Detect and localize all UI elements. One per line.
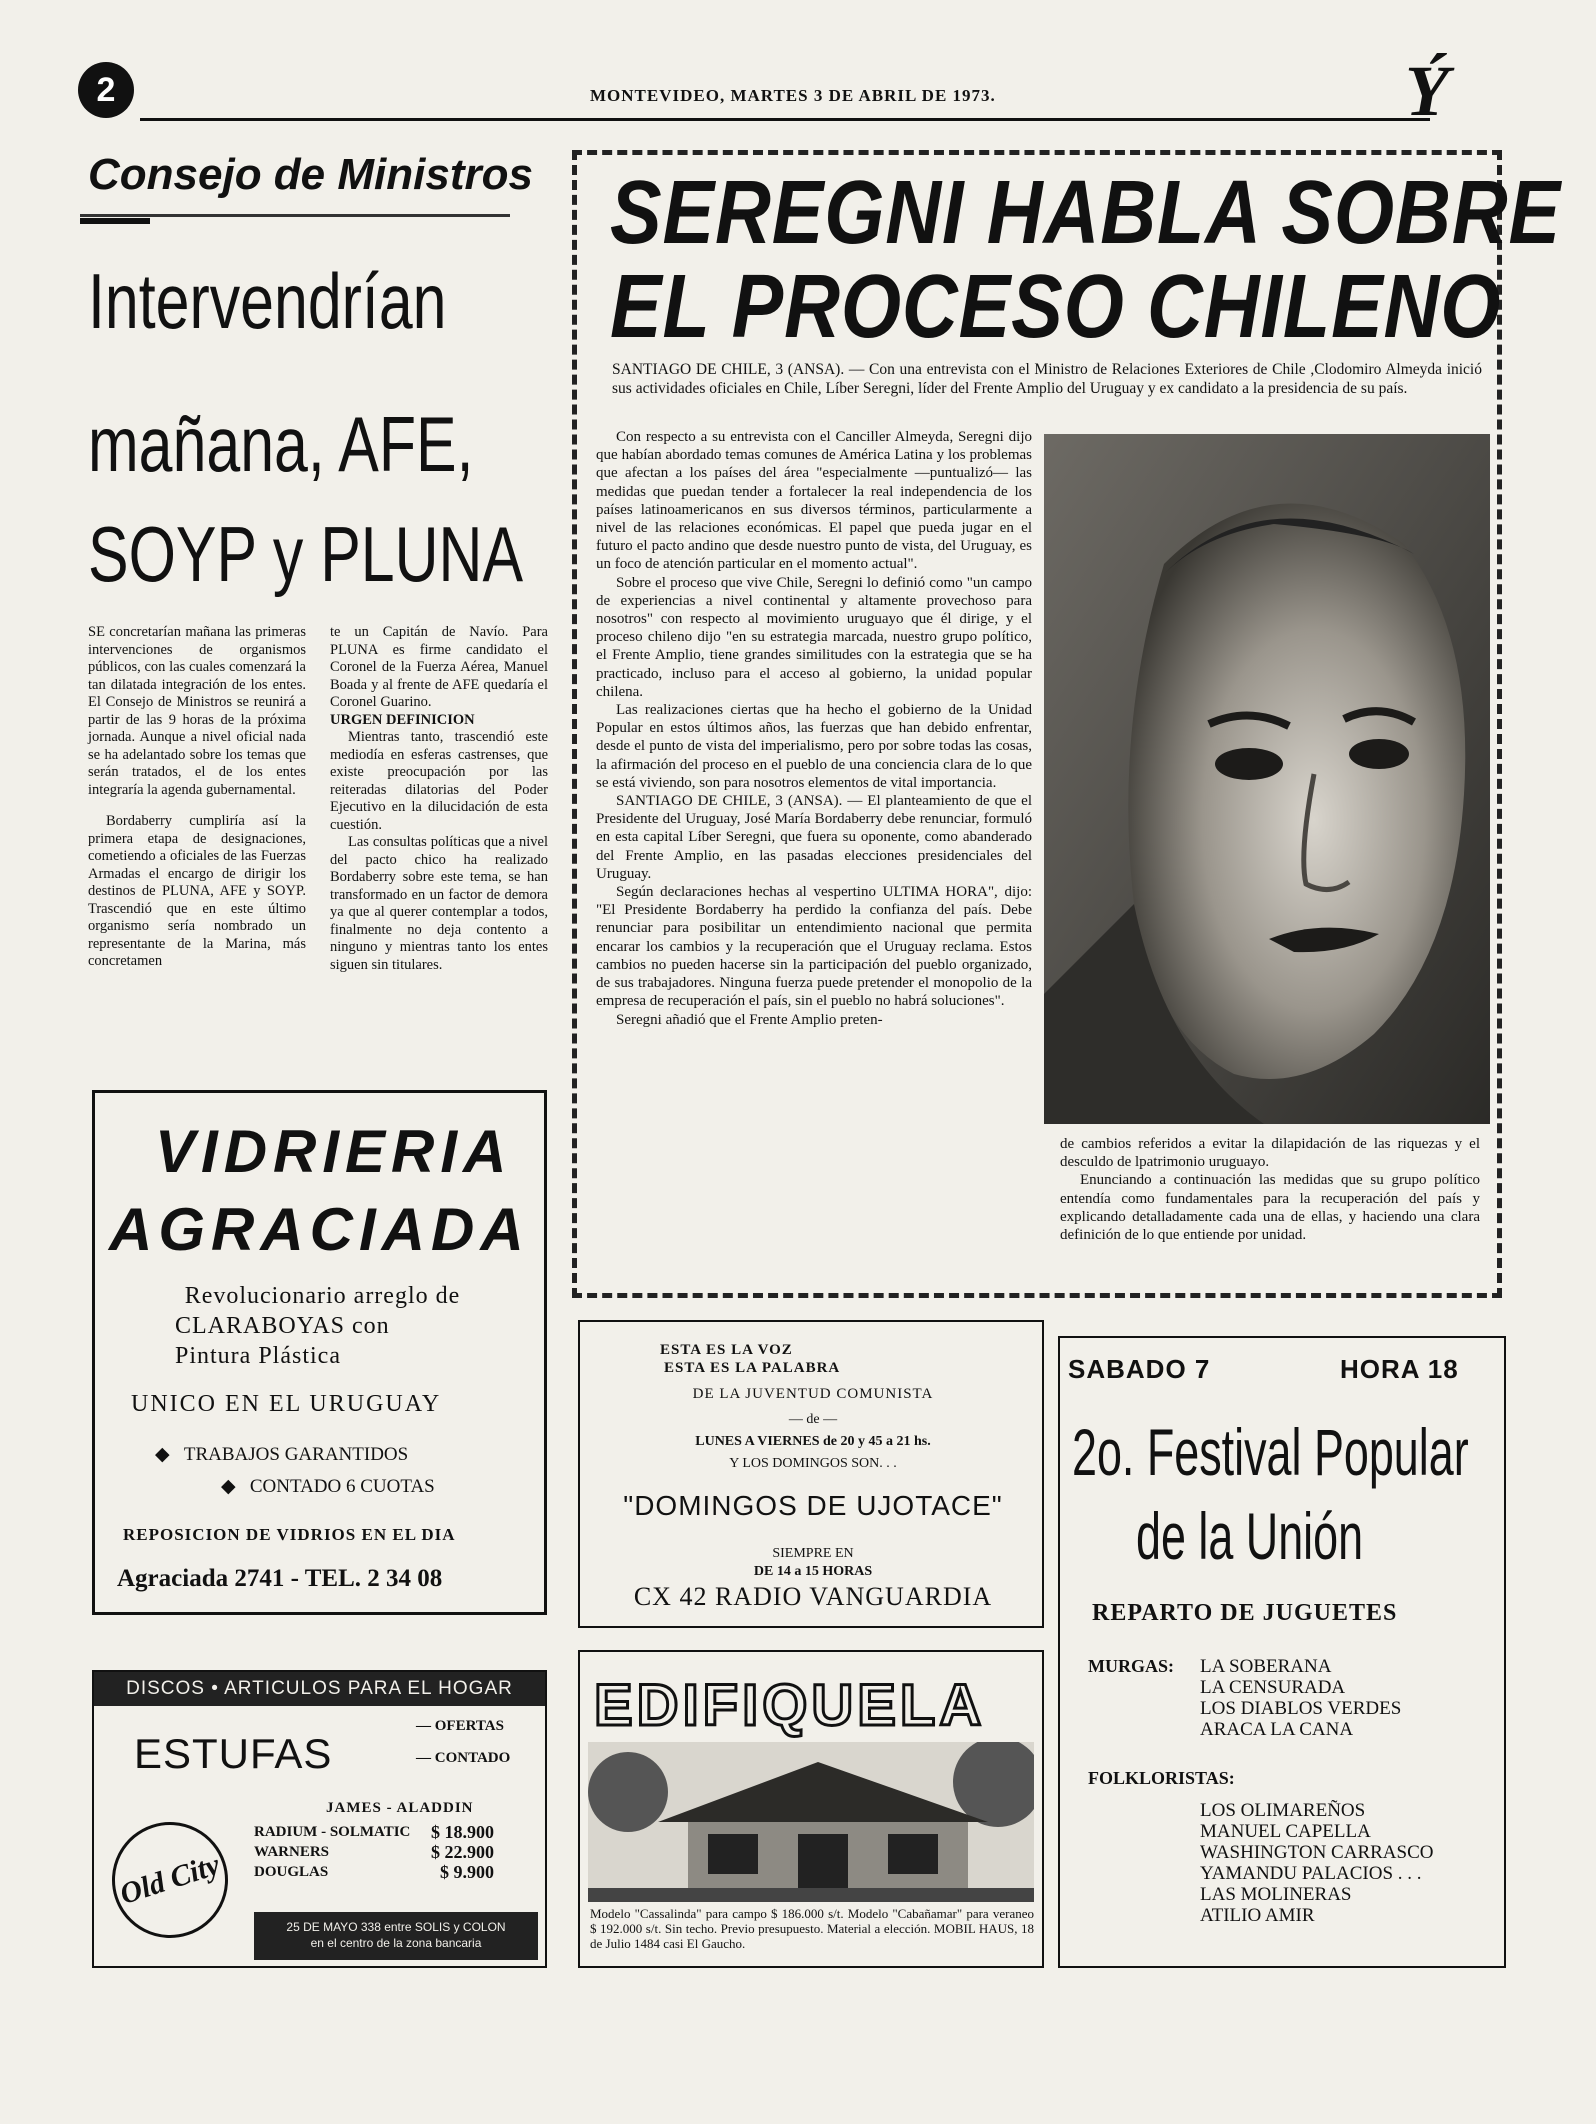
ad-estufas-old-city — [92, 1670, 547, 1968]
table-row: WARNERS $ 22.900 — [254, 1842, 494, 1862]
main-article-paragraph: Con respecto a su entrevista con el Canciller Almeyda, Seregni dijo que habían abordado temas comunes de América Latina y los problemas que afectan a los países del área "especialmente —puntualizó— las medidas que puedan tender a fortalecer la real independencia de los países latinoamericanos en sus diversos términos, particularmente a nivel de las relaciones económicas. El papel que pueda jugar en el futuro el pacto andino que desde nuestro punto de vista, del Uruguay, es un foco de atención particular en el momento actual". — [596, 429, 1032, 573]
seregni-portrait-photo — [1044, 434, 1490, 1124]
main-article-paragraph: Enunciando a continuación las medidas que su grupo político entendía como fundamentales para la recuperación del país y explicando detalladamente cada una de ellas, y haciendo una clara definición de lo que entiende por unidad. — [1060, 1172, 1480, 1244]
ad-vidrieria-title-2: AGRACIADA — [109, 1196, 530, 1263]
left-article-column-1 — [88, 624, 306, 971]
main-article-paragraph: Las realizaciones ciertas que ha hecho el gobierno de la Unidad Popular en estos últimos años, las fuerzas que han debido enfrentar, desde el punto de vista del imperialismo, pero por sobre todas las cosas, la afirmación del proceso en el pueblo de una conciencia clara de lo que se está viviendo, son para nosotros elementos de vital importancia. — [596, 702, 1032, 791]
ad-juventud-line-5: LUNES A VIERNES de 20 y 45 a 21 hs. — [695, 1434, 931, 1449]
ad-festival-title-2: de la Unión — [1136, 1499, 1364, 1573]
left-headline-line-1: Intervendrían — [88, 257, 447, 345]
ad-festival-title-1: 2o. Festival Popular — [1072, 1415, 1469, 1489]
ad-vidrieria-bullet-2: ◆ CONTADO 6 CUOTAS — [221, 1476, 435, 1497]
ad-estufas-banner: DISCOS • ARTICULOS PARA EL HOGAR — [94, 1672, 545, 1706]
left-article-paragraph: Bordaberry cumpliría así la primera etapa de designaciones, cometiendo a oficiales de las Fuerzas Armadas el encargo de dirigir los destinos de PLUNA, AFE y SOYP. Trascendió que en este último organismo sería nombrado un representante de la Marina, más concretamen — [88, 813, 306, 969]
page-number: 2 — [78, 62, 134, 118]
masthead-logo: Ý — [1405, 51, 1449, 131]
header-rule — [140, 118, 1430, 121]
ad-estufas-title: ESTUFAS — [134, 1730, 333, 1777]
main-article-paragraph: Sobre el proceso que vive Chile, Seregni lo definió como "un campo de experiencias a nivel continental y altamente provechoso para nosotros" con respecto al movimiento uruguayo que él dirige, y el proceso chileno dijo "en su estrategia marcada, nuestro grupo político, el Frente Amplio, tiene grandes similitudes con la estrategia que se ha practicado, incluso para el acceso al gobierno, la unidad popular chilena. — [596, 574, 1032, 700]
ad-vidrieria-title-1: VIDRIERIA — [155, 1118, 513, 1185]
house-illustration-icon — [588, 1742, 1034, 1902]
ad-festival-folk-list — [1200, 1800, 1433, 1926]
section-kicker: Consejo de Ministros — [88, 150, 533, 199]
ad-festival-popular — [1058, 1336, 1506, 1968]
main-article-body — [596, 428, 1032, 1029]
ad-estufas-offer-1: — OFERTAS — [416, 1718, 504, 1734]
ad-juventud-comunista — [578, 1320, 1044, 1628]
left-article-paragraph: te un Capitán de Navío. Para PLUNA es firme candidato el Coronel de la Fuerza Aérea, Manuel Boada y al frente de AFE quedaría el Coronel Guarino. — [330, 624, 548, 710]
ad-juventud-line-8: SIEMPRE EN — [772, 1546, 854, 1561]
ad-estufas-address-1: 25 DE MAYO 338 entre SOLIS y COLON — [286, 1920, 506, 1934]
ad-festival-folk-label: FOLKLORISTAS: — [1088, 1768, 1235, 1788]
ad-juventud-line-7: "DOMINGOS DE UJOTACE" — [623, 1490, 1003, 1521]
ad-estufas-brands: JAMES - ALADDIN — [326, 1800, 474, 1816]
table-row: DOUGLAS $ 9.900 — [254, 1862, 494, 1882]
table-row: RADIUM - SOLMATIC $ 18.900 — [254, 1822, 494, 1842]
ad-juventud-line-4: — de — — [788, 1412, 838, 1427]
ad-vidrieria-agraciada — [92, 1090, 547, 1615]
list-item: LAS MOLINERAS — [1200, 1884, 1352, 1905]
ad-edifiquela-title: EDIFIQUELA — [594, 1673, 986, 1738]
left-article-column-2 — [330, 624, 548, 974]
ad-festival-murgas-list — [1200, 1656, 1401, 1740]
main-article-lede: SANTIAGO DE CHILE, 3 (ANSA). — Con una entrevista con el Ministro de Relaciones Exteriores de Chile ,Clodomiro Almeyda inició sus actividades oficiales en Chile, Líber Seregni, líder del Frente Amplio del Uruguay y ex candidato a la presidencia de su país. — [612, 361, 1482, 397]
ad-estufas-offer-2: — CONTADO — [416, 1750, 511, 1766]
left-article-paragraph: Mientras tanto, trascendió este mediodía en esferas castrenses, que existe preocupación por las reiteradas dilatorias del Poder Ejecutivo en la dilucidación de esta cuestión. — [330, 729, 548, 833]
ad-vidrieria-line-3: Pintura Plástica — [175, 1343, 341, 1369]
ad-vidrieria-line-2: CLARABOYAS con — [175, 1313, 390, 1339]
ad-estufas-address-2: en el centro de la zona bancaria — [310, 1936, 482, 1950]
old-city-logo-icon: Old City — [97, 1807, 243, 1953]
diamond-bullet-icon: ◆ — [221, 1476, 250, 1497]
list-item: YAMANDU PALACIOS . . . — [1200, 1863, 1422, 1884]
list-item: LA SOBERANA — [1200, 1656, 1332, 1677]
ad-festival-toys: REPARTO DE JUGUETES — [1092, 1600, 1398, 1626]
left-headline-line-3: SOYP y PLUNA — [88, 510, 524, 598]
list-item: LA CENSURADA — [1200, 1677, 1346, 1698]
main-article-paragraph: de cambios referidos a evitar la dilapidación de las riquezas y el desculdo de lpatrimonio uruguayo. — [1060, 1136, 1480, 1171]
main-headline-line-2: EL PROCESO CHILENO — [610, 257, 1502, 357]
ad-vidrieria-unique: UNICO EN EL URUGUAY — [131, 1391, 442, 1417]
ad-edifiquela — [578, 1650, 1044, 1968]
list-item: MANUEL CAPELLA — [1200, 1821, 1371, 1842]
main-article-paragraph: Seregni añadió que el Frente Amplio preten- — [616, 1011, 883, 1028]
ad-festival-hour: HORA 18 — [1340, 1354, 1459, 1384]
ad-festival-day: SABADO 7 — [1068, 1354, 1211, 1384]
ad-estufas-price-list — [254, 1822, 494, 1882]
ad-juventud-line-1: ESTA ES LA VOZ — [660, 1342, 793, 1358]
kicker-rule — [80, 214, 510, 217]
ad-vidrieria-address: Agraciada 2741 - TEL. 2 34 08 — [117, 1565, 443, 1592]
list-item: ATILIO AMIR — [1200, 1905, 1315, 1926]
ad-juventud-line-6: Y LOS DOMINGOS SON. . . — [729, 1456, 897, 1471]
diamond-bullet-icon: ◆ — [155, 1444, 184, 1465]
ad-juventud-line-9: DE 14 a 15 HORAS — [753, 1564, 873, 1579]
list-item: LOS DIABLOS VERDES — [1200, 1698, 1402, 1719]
main-article-paragraph: Según declaraciones hechas al vespertino ULTIMA HORA", dijo: "El Presidente Bordaberry ha perdido la confianza del país. Debe renunciar para posibilitar un entendimiento nacional que permita encarar los cambios y la recuperación que el Uruguay reclama. Estos cambios no pueden hacerse sin la participación del pueblo organizado, de sus trabajadores. Ninguna fuerza puede pretender el monopolio de la empresa de recuperación el país, sin el pueblo no habrá soluciones". — [596, 884, 1032, 1010]
list-item: LOS OLIMAREÑOS — [1200, 1800, 1366, 1821]
ad-vidrieria-service: REPOSICION DE VIDRIOS EN EL DIA — [123, 1525, 456, 1544]
ad-festival-murgas-label: MURGAS: — [1088, 1656, 1174, 1676]
ad-edifiquela-text: Modelo "Cassalinda" para campo $ 186.000 s/t. Modelo "Cabañamar" para veraneo $ 192.000 s/t. Sin techo. Previo presupuesto. Material a elección. MOBIL HAUS, 18 de Julio 1484 casi El Gaucho. — [590, 1906, 1034, 1951]
left-article-paragraph: Las consultas políticas que a nivel del pacto chico ha realizado Bordaberry sobre este tema, se han transformado en un factor de demora ya que al querer contemplar a todos, finalmente no deja contento a ninguno y mientras tanto los entes siguen sin titulares. — [330, 834, 548, 973]
main-headline-line-1: SEREGNI HABLA SOBRE — [610, 163, 1561, 263]
left-headline-line-2: mañana, AFE, — [88, 400, 474, 488]
ad-vidrieria-line-1: Revolucionario arreglo de — [184, 1283, 461, 1309]
left-article-subhead: URGEN DEFINICION — [330, 711, 475, 728]
dateline: MONTEVIDEO, MARTES 3 DE ABRIL DE 1973. — [590, 86, 996, 105]
kicker-rule-accent — [80, 218, 150, 224]
list-item: WASHINGTON CARRASCO — [1200, 1842, 1434, 1863]
ad-juventud-line-10: CX 42 RADIO VANGUARDIA — [633, 1582, 993, 1611]
list-item: ARACA LA CANA — [1200, 1719, 1354, 1740]
left-article-paragraph: SE concretarían mañana las primeras intervenciones de organismos públicos, con las cuales comenzará la tan dilatada integración de los entes. El Consejo de Ministros se reunirá a partir de las 9 horas de la próxima jornada. Aunque a nivel oficial nada se ha adelantado sobre los temas que serán tratados, el de los entes integraría la agenda gubernamental. — [88, 624, 306, 798]
ad-juventud-line-2: ESTA ES LA PALABRA — [664, 1360, 841, 1376]
ad-vidrieria-bullet-1: ◆ TRABAJOS GARANTIDOS — [155, 1444, 409, 1465]
main-article-body-continued — [1060, 1135, 1480, 1244]
ad-estufas-address-band — [254, 1912, 538, 1960]
main-article-paragraph: SANTIAGO DE CHILE, 3 (ANSA). — El planteamiento de que el Presidente del Uruguay, José María Bordaberry debe renunciar, formuló en esta capital Líber Seregni, que fuera su oponente, como abanderado del Frente Amplio, en las pasadas elecciones presidenciales del Uruguay. — [596, 793, 1032, 882]
ad-juventud-line-3: DE LA JUVENTUD COMUNISTA — [692, 1386, 934, 1402]
